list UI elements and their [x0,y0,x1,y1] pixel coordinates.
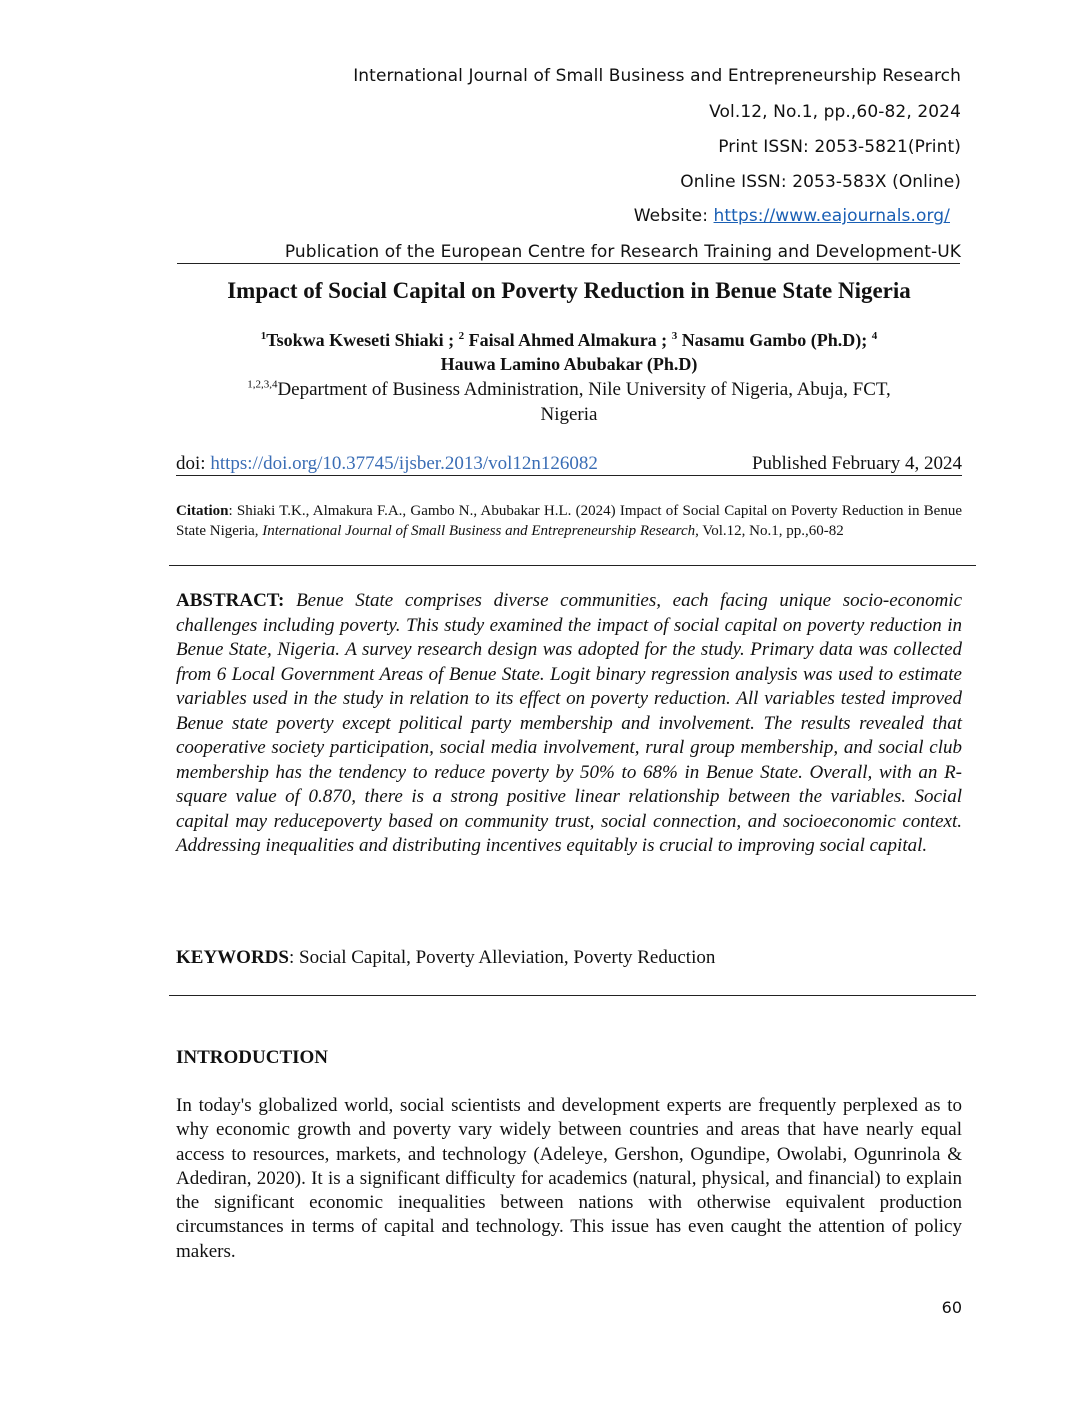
affiliation-line-2: Nigeria [540,404,598,425]
online-issn: Online ISSN: 2053-583X (Online) [680,172,961,192]
affiliation [176,377,962,427]
author-1: $^1$Tsokwa Kweseti Shiaki ; [260,330,455,350]
paper-title: Impact of Social Capital on Poverty Reduction in Benue State Nigeria [227,278,911,303]
citation [176,501,962,541]
header-divider [177,263,960,264]
keywords-divider [169,995,976,996]
affiliation-line-1: Department of Business Administration, Nile University of Nigeria, Abuja, FCT, [277,379,891,400]
author-3: $^3$ Nasamu Gambo (Ph.D); [671,330,868,350]
citation-volume: , Vol.12, No.1, pp.,60-82 [695,523,844,539]
website-label: Website: [633,206,714,226]
keywords-label: KEYWORDS [176,947,289,968]
print-issn: Print ISSN: 2053-5821(Print) [718,137,961,157]
publisher-line: Publication of the European Centre for Research Training and Development-UK [284,242,961,262]
abstract-text: Benue State comprises diverse communities, each facing unique socio-economic challenges including poverty. This study examined the impact of social capital on poverty reduction in Benue State, Nigeria. A survey research design was adopted for the study. Primary data was collected from 6 Local Government Areas of Benue State. Logit binary regression analysis was used to estimate variables used in the study in relation to its effect on poverty reduction. All variables tested improved Benue state poverty except political party membership and involvement. The results revealed that cooperative society participation, social media involvement, rural group membership, and social club membership has the tendency to reduce poverty by 50% to 68% in Benue State. Overall, with an R-square value of 0.870, there is a strong positive linear relationship between the variables. Social capital may reducepoverty based on community trust, social connection, and socioeconomic context. Addressing inequalities and distributing incentives equitably is crucial to improving social capital. [176,590,963,856]
website-line [634,205,950,227]
published-date: Published February 4, 2024 [751,453,962,474]
keywords [176,946,962,970]
author-list [176,328,962,376]
citation-text: : Shiaki T.K., Almakura F.A., Gambo N., Abubakar H.L. (2024) Impact of Social Capital on Poverty Reduction in Benue State Nigeria, [176,503,962,539]
citation-label: Citation [176,503,229,519]
author-2: $^2$ Faisal Ahmed Almakura ; [458,330,668,350]
abstract-label: ABSTRACT: [176,590,285,611]
doi-line [176,452,598,476]
affiliation-sup: 1,2,3,4 [247,378,278,391]
doi-divider [176,475,962,476]
author-4: Hauwa Lamino Abubakar (Ph.D) [440,354,698,374]
citation-journal: International Journal of Small Business and Entrepreneurship Research [262,523,696,539]
introduction-paragraph: In today's globalized world, social scientists and development experts are frequently perplexed as to why economic growth and poverty vary widely between countries and areas that have nearly equal access to resources, markets, and technology (Adeleye, Gershon, Ogundipe, Owolabi, Ogunrinola & Adediran, 2020). It is a significant difficulty for academics (natural, physical, and financial) to explain the significant economic inequalities between nations with otherwise equivalent production circumstances in terms of capital and technology. This issue has even caught the attention of policy makers. [176,1095,962,1262]
doi-link[interactable]: https://doi.org/10.37745/ijsber.2013/vol12n126082 [210,453,598,474]
author-4-sup: 4 [871,330,878,342]
volume-pages: Vol.12, No.1, pp.,60-82, 2024 [709,102,961,122]
abstract [176,589,962,859]
doi-label: doi: [176,453,211,474]
section-heading-introduction: INTRODUCTION [176,1047,329,1068]
page-number: 60 [941,1298,962,1317]
citation-divider [169,565,976,566]
journal-name: International Journal of Small Business and Entrepreneurship Research [353,66,961,86]
website-link[interactable]: https://www.eajournals.org/ [713,206,950,226]
keywords-text: : Social Capital, Poverty Alleviation, Poverty Reduction [288,947,716,968]
